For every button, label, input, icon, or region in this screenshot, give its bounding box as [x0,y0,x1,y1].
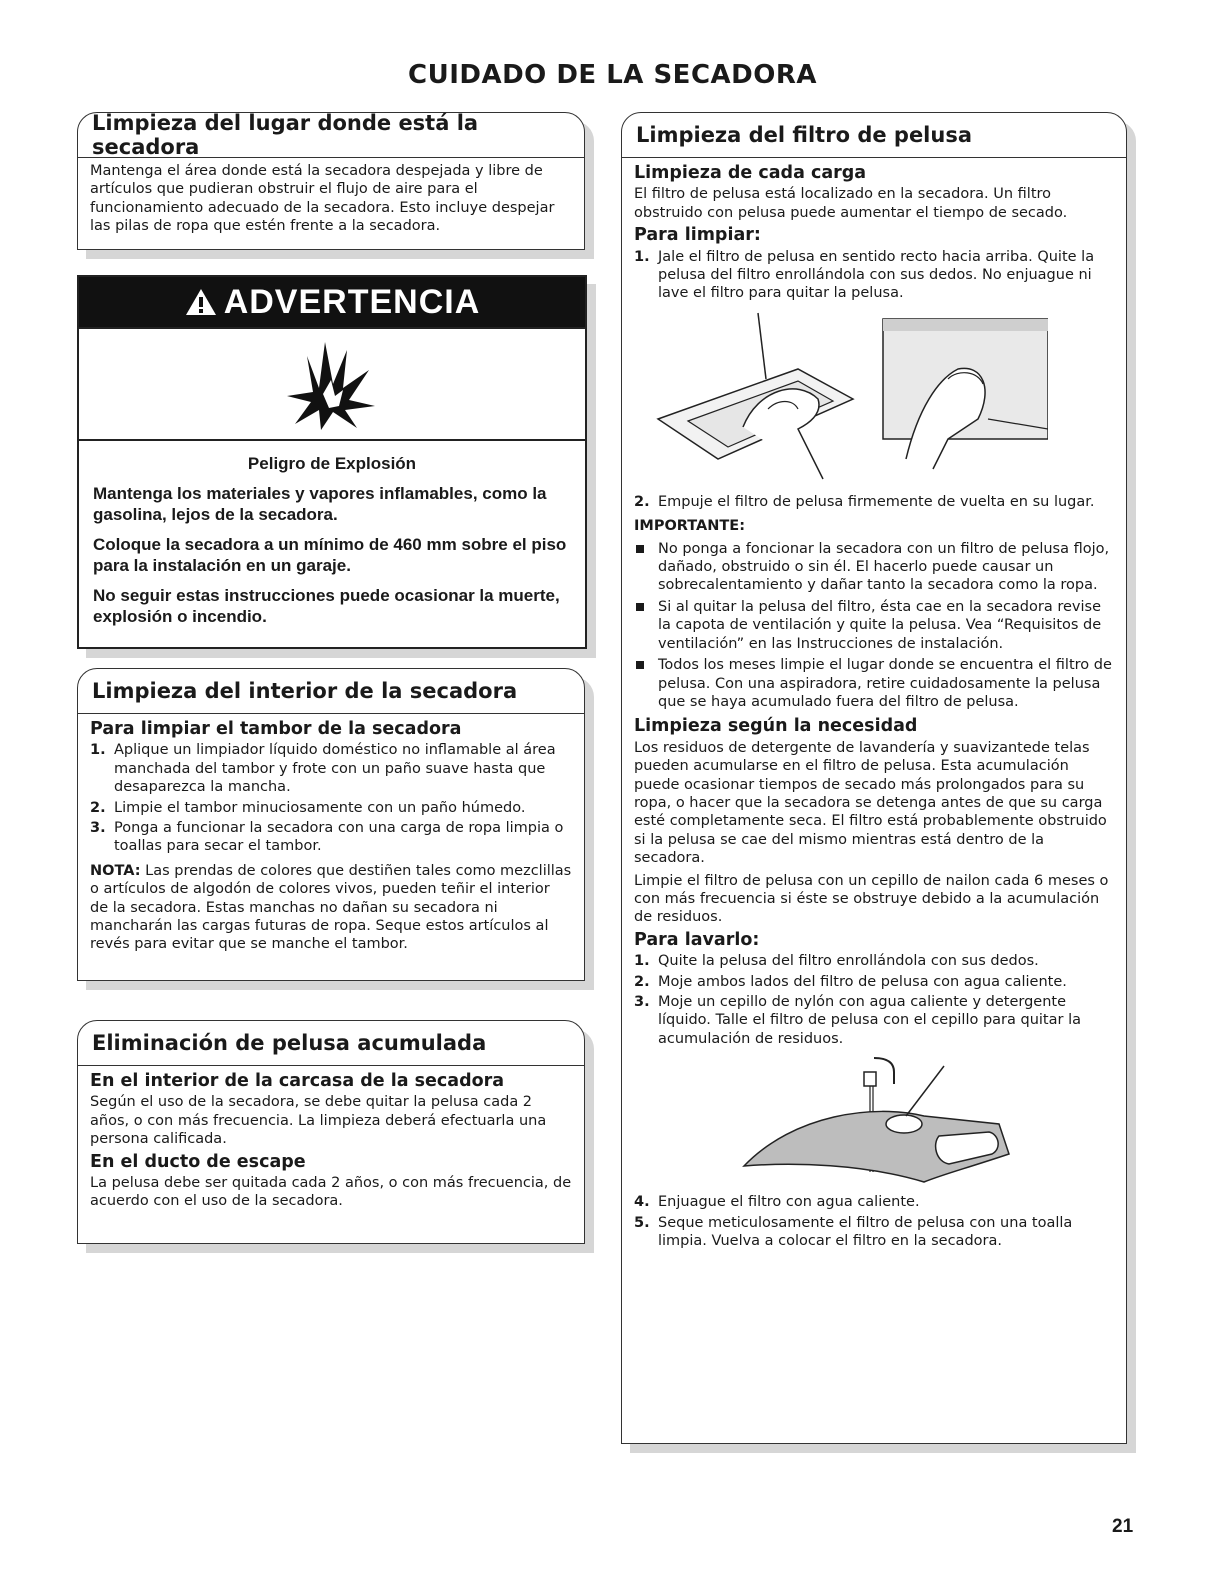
important-label: IMPORTANTE: [634,518,746,535]
warning-banner [79,277,585,329]
section-subtitle: En el interior de la carcasa de la secadora [90,1071,505,1091]
step-number: 2. [90,799,106,816]
section-subtitle: Limpieza de cada carga [634,163,867,183]
section-text: Los residuos de detergente de lavandería y suavizantede telas pueden acumularse en el filtro de pelusa. Esta acumulación puede ocasionar tiempos de secado más prolongados para su ropa, o hacer que la secadora se detenga antes de que su carga esté completamente seca. El filtro está probablemente obstruido si la pelusa se cae del mismo mientras está dentro de la secadora. [634,739,1107,867]
section-header [78,669,584,714]
list-item: Todos los meses limpie el lugar donde se encuentra el filtro de pelusa. Con una aspiradora, retire cuidadosamente la pelusa que se haya acumulado fuera del filtro de pelusa. [634,656,1114,711]
warning-line: No seguir estas instrucciones puede ocasionar la muerte, explosión o incendio. [93,586,560,626]
step-list [634,952,1114,1048]
step-list [634,248,1114,303]
lint-filter-washing-illustration [724,1054,1024,1189]
section-text: Según el uso de la secadora, se debe quitar la pelusa cada 2 años, o con más frecuencia. La limpieza deberá efectuarla una persona calificada. [90,1094,547,1148]
section-title: Limpieza del interior de la secadora [92,679,518,703]
explosion-icon [277,336,387,432]
section-subtitle: Para lavarlo: [634,929,760,950]
list-item [634,248,1114,303]
warning-line: Coloque la secadora a un mínimo de 460 mm sobre el piso para la instalación en un garaje. [93,535,567,575]
step-number: 4. [634,1194,650,1211]
section-text: El filtro de pelusa está localizado en la secadora. Un filtro obstruido con pelusa puede aumentar el tiempo de secado. [634,186,1068,221]
step-text: Jale el filtro de pelusa en sentido recto hacia arriba. Quite la pelusa del filtro enrollándola con sus dedos. No enjuague ni lave el filtro para quitar la pelusa. [658,248,1095,302]
note-text: Las prendas de colores que destiñen tales como mezclillas o artículos de algodón de colores vivos, pueden teñir el interior de la secadora. Estas manchas no dañan su secadora ni mancharán las cargas futuras de ropa. Seque estos artículos al revés para evitar que se manche el tambor. [90,862,572,953]
section-header [622,113,1126,158]
section-header [78,1021,584,1066]
warning-triangle-icon [184,287,218,317]
step-text: Limpie el tambor minuciosamente con un paño húmedo. [114,799,526,816]
list-item [90,819,572,856]
section-title: Limpieza del filtro de pelusa [636,123,972,147]
section-text: Mantenga el área donde está la secadora despejada y libre de artículos que pudieran obstruir el flujo de aire para el funcionamiento adecuado de la secadora. Esto incluye despejar las pilas de ropa que estén frente a la secadora. [90,163,555,235]
section-title: Eliminación de pelusa acumulada [92,1031,487,1055]
note-label: NOTA: [90,862,141,879]
step-text: Moje un cepillo de nylón con agua caliente y detergente líquido. Talle el filtro de pelusa con el cepillo para quitar la acumulación de residuos. [658,994,1081,1047]
list-item [634,993,1114,1048]
section-subtitle: Limpieza según la necesidad [634,716,918,737]
warning-symbol-area [79,329,585,441]
section-dryer-interior [77,668,585,981]
warning-line: Mantenga los materiales y vapores inflamables, como la gasolina, lejos de la secadora. [93,484,547,524]
step-text: Enjuague el filtro con agua caliente. [658,1194,920,1211]
list-item [90,741,572,796]
step-number: 5. [634,1214,650,1231]
section-subtitle: Para limpiar el tambor de la secadora [90,719,462,739]
section-title: Limpieza del lugar donde está la secadora [92,111,479,159]
important-list [634,540,1114,712]
warning-panel [77,275,587,649]
step-list [90,741,572,855]
step-text: Seque meticulosamente el filtro de pelusa con una toalla limpia. Vuelva a colocar el filtro en la secadora. [658,1214,1073,1250]
page-number: 21 [1112,1516,1134,1537]
section-lint-filter [621,112,1127,1444]
section-lint-removal [77,1020,585,1244]
step-list [634,1193,1114,1250]
list-item [634,973,1114,991]
step-number: 2. [634,973,650,990]
section-subtitle: En el ducto de escape [90,1151,306,1172]
list-item [634,493,1114,511]
step-text: Moje ambos lados del filtro de pelusa con agua caliente. [658,973,1067,990]
warning-title: Peligro de Explosión [247,454,417,473]
list-item [634,1214,1114,1251]
step-text: Aplique un limpiador líquido doméstico no inflamable al área manchada del tambor y frote con un paño suave hasta que desaparezca la mancha. [114,742,556,796]
section-dryer-area [77,112,585,250]
list-item: No ponga a foncionar la secadora con un filtro de pelusa flojo, dañado, obstruido o sin él. El hacerlo puede causar un sobrecalentamiento y dañar tanto la secadora como la ropa. [634,540,1114,595]
step-number: 2. [634,493,650,510]
step-number: 1. [634,953,650,970]
step-number: 3. [90,820,106,837]
step-number: 3. [634,994,650,1010]
step-number: 1. [90,742,106,759]
step-number: 1. [634,248,650,265]
section-text: Limpie el filtro de pelusa con un cepillo de nailon cada 6 meses o con más frecuencia si éste se obstruye debido a la acumulación de residuos. [634,872,1109,926]
note [90,862,572,954]
step-list [634,493,1114,511]
list-item: Si al quitar la pelusa del filtro, ésta cae en la secadora revise la capota de ventilación y quite la pelusa. Vea “Requisitos de ventilación” en las Instrucciones de instalación. [634,598,1114,653]
list-item [634,952,1114,970]
warning-banner-label: ADVERTENCIA [223,282,481,321]
lint-filter-removal-illustration [648,309,1048,489]
list-item [90,799,572,817]
section-text: La pelusa debe ser quitada cada 2 años, o con más frecuencia, de acuerdo con el uso de la secadora. [90,1175,572,1210]
list-item [634,1193,1114,1211]
section-header [78,113,584,158]
step-text: Quite la pelusa del filtro enrollándola con sus dedos. [658,953,1039,970]
section-subtitle: Para limpiar: [634,225,761,246]
step-text: Empuje el filtro de pelusa firmemente de vuelta en su lugar. [658,493,1095,510]
step-text: Ponga a funcionar la secadora con una carga de ropa limpia o toallas para secar el tambor. [114,820,564,855]
page-title: CUIDADO DE LA SECADORA [408,60,817,90]
